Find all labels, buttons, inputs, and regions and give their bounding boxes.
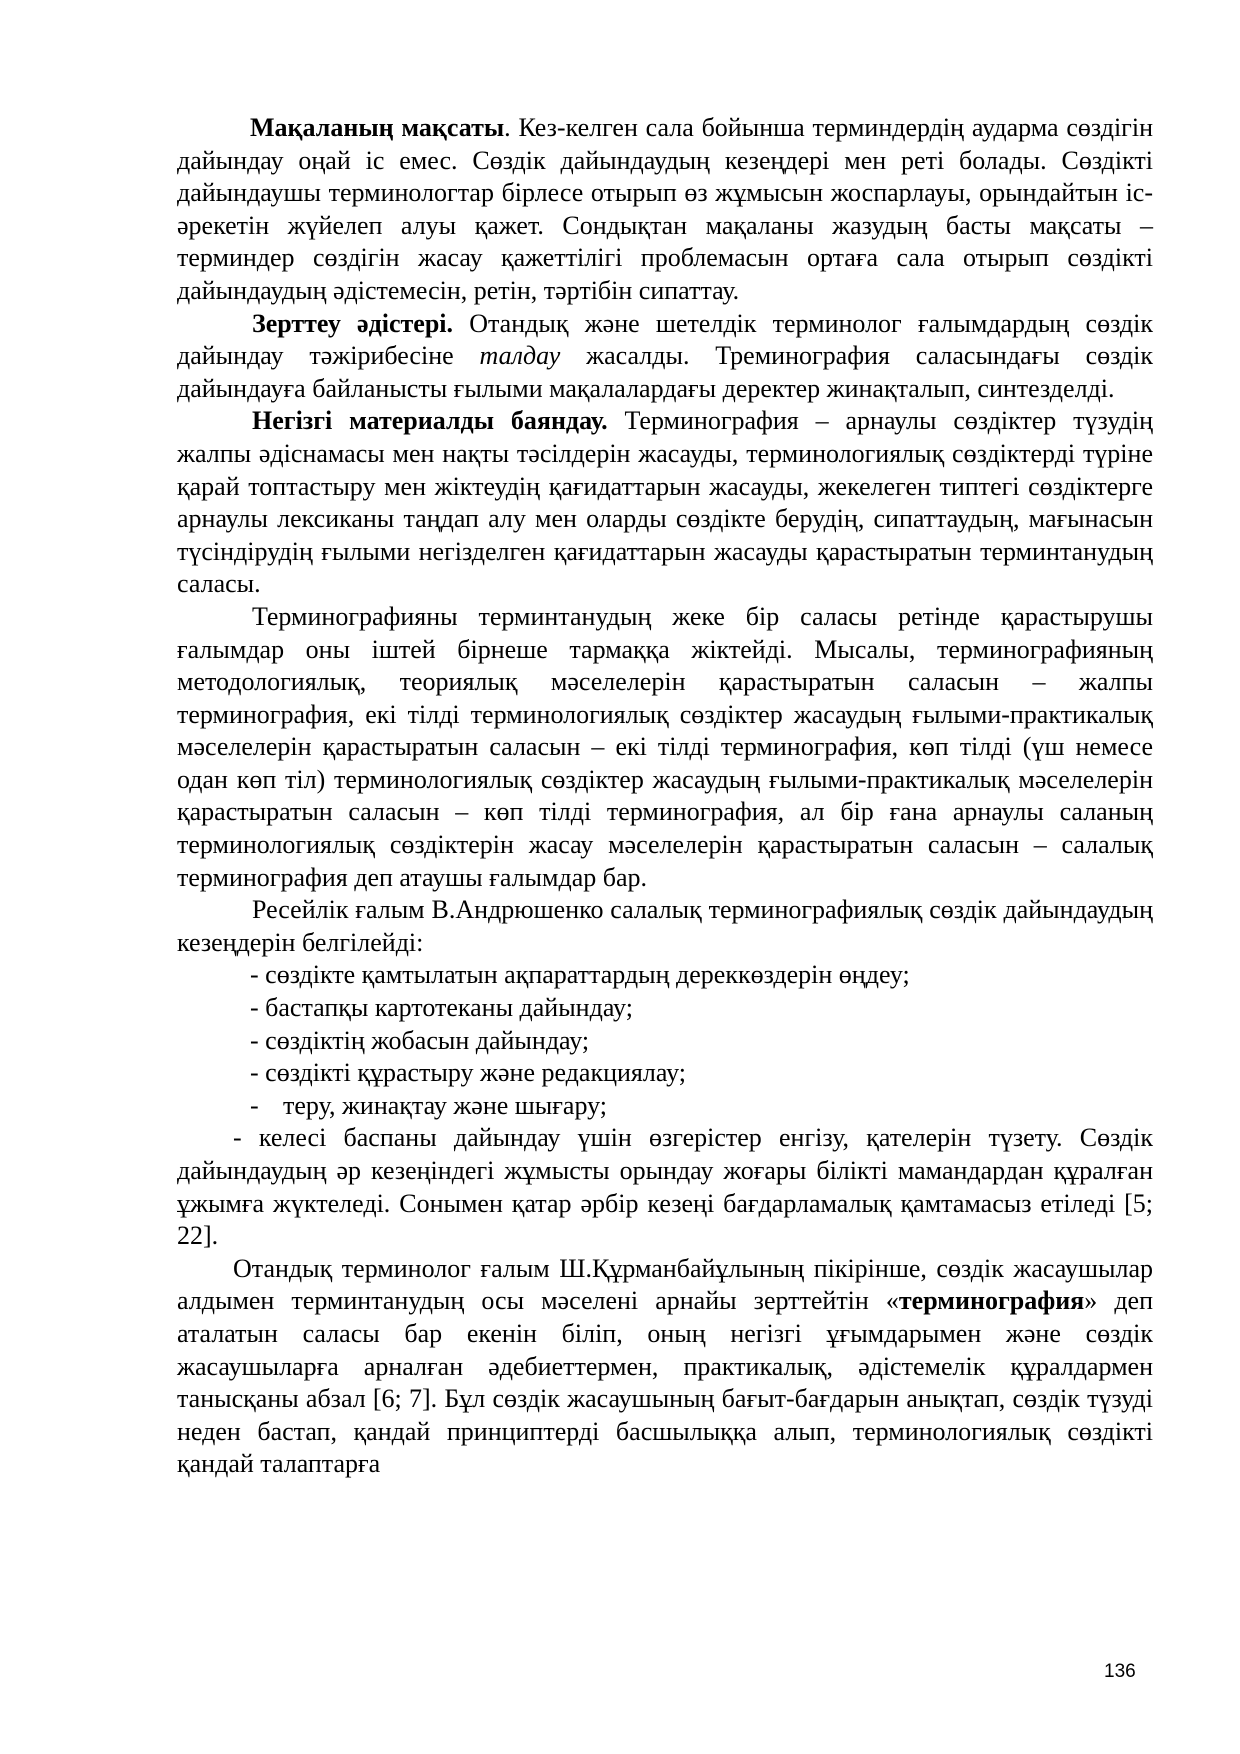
paragraph-methods-text-b: жасалды. Треминография саласындағы сөздік дайындауға байланысты ғылыми мақалалардағы деректер жинақталып, синтезделді.	[177, 341, 1154, 403]
list-item: - сөздікте қамтылатын ақпараттардың дереккөздерін өңдеу;	[250, 960, 910, 990]
list-item	[177, 1090, 1153, 1123]
italic-term-analysis: талдау	[479, 341, 561, 371]
paragraph-main-material-text: Терминография – арнаулы сөздіктер түзудің жалпы әдіснамасы мен нақты тәсілдерін жасауды, терминологиялық сөздіктерді түріне қарай топтастыру мен жіктеудің қағидаттарын жасауды, жекелеген типтегі сөздіктерге арнаулы лексиканы таңдап алу мен оларды сөздікте берудің, сипаттаудың, мағынасын түсіндірудің ғылыми негізделген қағидаттарын жасауды қарастыратын терминтанудың саласы.	[177, 406, 1153, 599]
stages-list	[177, 959, 1153, 1122]
paragraph-methods	[177, 308, 1153, 406]
paragraph-next-edition: - келесі баспаны дайындау үшін өзгерістер енгізу, қателерін түзету. Сөздік дайындаудың әр кезеңіндегі жұмысты орындау жоғары білікті мамандардан құралған ұжымға жүктеледі. Сонымен қатар әрбір кезеңі бағдарламалық қамтамасыз етіледі [5; 22].	[177, 1123, 1153, 1251]
list-item: - бастапқы картотеканы дайындау;	[250, 993, 633, 1023]
paragraph-main-material	[177, 405, 1153, 601]
section-heading-main-material: Негізгі материалды баяндау.	[252, 406, 608, 436]
page-number: 136	[1104, 1661, 1136, 1682]
section-heading-methods: Зерттеу әдістері.	[252, 308, 453, 338]
paragraph-methods-text-a: Отандық және шетелдік терминолог ғалымдардың сөздік дайындау тәжірибесіне	[177, 308, 1153, 371]
paragraph-purpose-text: . Кез-келген сала бойынша терминдердің аударма сөздігін дайындау оңай іс емес. Сөздік дайындаудың кезеңдері мен реті болады. Сөздікті дайындаушы терминологтар бірлесе отырып өз жұмысын жоспарлауы, орындайтын іс-әрекетін жүйелеп алуы қажет. Сондықтан мақаланы жазудың басты мақсаты – терминдер сөздігін жасау қажеттілігі проблемасын ортаға сала отырып сөздікті дайындаудың әдістемесін, ретін, тәртібін сипаттау.	[177, 113, 1153, 305]
list-item: - сөздіктің жобасын дайындау;	[250, 1025, 590, 1055]
section-heading-purpose: Мақаланың мақсаты	[250, 113, 505, 142]
paragraph-andryushenko: Ресейлік ғалым В.Андрюшенко салалық терминографиялық сөздік дайындаудың кезеңдерін белгілейді:	[177, 895, 1153, 957]
document-page	[177, 112, 1153, 1481]
list-item-text: теру, жинақтау және шығару;	[283, 1090, 608, 1120]
paragraph-kurmanbaiuly	[177, 1253, 1153, 1481]
paragraph-terminography-branches: Терминографияны терминтанудың жеке бір саласы ретінде қарастырушы ғалымдар оны іштей бірнеше тармаққа жіктейді. Мысалы, терминографияның методологиялық, теориялық мәселелерін қарастыратын саласын – жалпы терминография, екі тілді терминологиялық сөздіктер жасаудың ғылыми-практикалық мәселелерін қарастыратын саласын – екі тілді терминография, көп тілді (үш немесе одан көп тіл) терминологиялық сөздіктер жасаудың ғылыми-практикалық мәселелерін қарастыратын саласын – көп тілді терминография, ал бір ғана арнаулы саланың терминологиялық сөздіктерін жасау мәселелерін қарастыратын саласын – салалық терминография деп атаушы ғалымдар бар.	[177, 601, 1153, 892]
paragraph-purpose	[177, 112, 1153, 308]
list-dash: -	[250, 1090, 259, 1120]
paragraph-kurmanbaiuly-text-a: Отандық терминолог ғалым Ш.Құрманбайұлының пікірінше, сөздік жасаушылар алдымен терминтанудың осы мәселені арнайы зерттейтін «	[177, 1253, 1153, 1316]
paragraph-kurmanbaiuly-text-b: » деп аталатын саласы бар екенін біліп, оның негізгі ұғымдарымен және сөздік жасаушыларға арналған әдебиеттермен, практикалық, әдістемелік құралдармен танысқаны абзал [6; 7]. Бұл сөздік жасаушының бағыт-бағдарын анықтап, сөздік түзуді неден бастап, қандай принциптерді басшылыққа алып, терминологиялық сөздікті қандай талаптарға	[177, 1286, 1154, 1479]
list-item: - сөздікті құрастыру және редакциялау;	[250, 1058, 686, 1088]
bold-term-terminography: терминография	[898, 1286, 1085, 1316]
